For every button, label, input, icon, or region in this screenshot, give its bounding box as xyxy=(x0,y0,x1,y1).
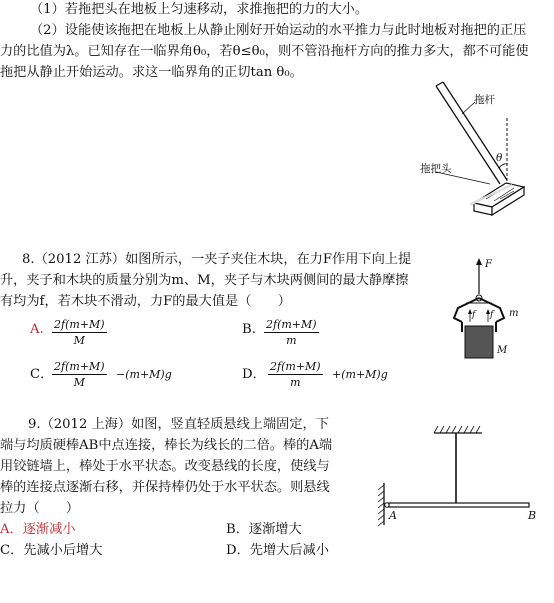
rod-label: 拖杆 xyxy=(474,94,495,106)
q9-option-d[interactable]: D．先增大后减小 xyxy=(226,543,329,558)
friction-right-label: f xyxy=(490,310,494,320)
q8-stem-line1: 8.（2012 江苏）如图所示，一夹子夹住木块，在力F作用下向上提 xyxy=(22,252,412,267)
q8-option-c-letter[interactable]: C． xyxy=(30,367,54,382)
q9-option-b[interactable]: B．逐渐增大 xyxy=(226,522,302,537)
point-a-label: A xyxy=(389,509,397,522)
angle-label: θ xyxy=(496,152,503,164)
q8-option-d-denominator: m xyxy=(290,376,301,389)
q8-option-b-denominator: m xyxy=(286,334,297,347)
q9-option-a[interactable]: A．逐渐减小 xyxy=(0,522,76,537)
point-b-label: B xyxy=(528,509,537,522)
q9-option-c[interactable]: C．先减小后增大 xyxy=(0,543,103,558)
q8-option-a-numerator: 2f(m+M) xyxy=(54,318,105,331)
mop-part1-text: （1）若拖把头在地板上匀速移动，求推拖把的力的大小。 xyxy=(30,2,369,17)
q8-option-a-letter[interactable]: A. xyxy=(30,322,44,337)
block-mass-label: M xyxy=(497,345,508,356)
clamp-mass-label: m xyxy=(509,308,519,319)
q9-stem-line2: 端与均质硬棒AB中点连接，棒长为线长的二倍。棒的A端 xyxy=(0,438,333,453)
mop-part2-text: （2）设能使该拖把在地板上从静止刚好开始运动的水平推力与此时地板对拖把的正压 xyxy=(30,23,527,38)
q9-stem-line1: 9.（2012 上海）如图，竖直轻质悬线上端固定，下 xyxy=(28,417,329,432)
q8-stem-line2: 升，夹子和木块的质量分别为m、M，夹子与木块两侧间的最大静摩擦 xyxy=(0,273,409,288)
q9-stem-line3: 用铰链墙上，棒处于水平状态。改变悬线的长度，使线与 xyxy=(0,459,330,474)
force-label: F xyxy=(485,259,492,270)
q8-option-b-numerator: 2f(m+M) xyxy=(266,318,317,331)
friction-left-label: f xyxy=(472,310,476,320)
q8-option-d-numerator: 2f(m+M) xyxy=(270,360,321,373)
q8-stem-line3: 有均为f，若木块不滑动，力F的最大值是（ ） xyxy=(0,294,291,309)
q9-stem-line5: 拉力（ ） xyxy=(0,501,80,516)
mop-head-label: 拖把头 xyxy=(420,163,452,175)
rod-ab xyxy=(389,503,529,507)
q8-option-a-denominator: M xyxy=(73,334,85,347)
q8-option-c-tail: −(m+M)g xyxy=(116,368,172,381)
q9-stem-line4: 棒的连接点逐渐右移，并保持棒仍处于水平状态。则悬线 xyxy=(0,480,330,495)
q8-option-d-letter[interactable]: D． xyxy=(242,367,266,382)
q8-option-c-denominator: M xyxy=(73,376,85,389)
q8-option-b-letter[interactable]: B. xyxy=(242,322,256,337)
q8-option-d-tail: +(m+M)g xyxy=(332,368,388,381)
q8-option-c-numerator: 2f(m+M) xyxy=(54,360,105,373)
mop-part2-text-cont1: 力的比值为λ。已知存在一临界角θ₀，若θ≤θ₀，则不管沿拖杆方向的推力多大，都不可能使 xyxy=(0,44,529,59)
mop-part2-text-cont2: 拖把从静止开始运动。求这一临界角的正切tan θ₀。 xyxy=(0,65,303,80)
